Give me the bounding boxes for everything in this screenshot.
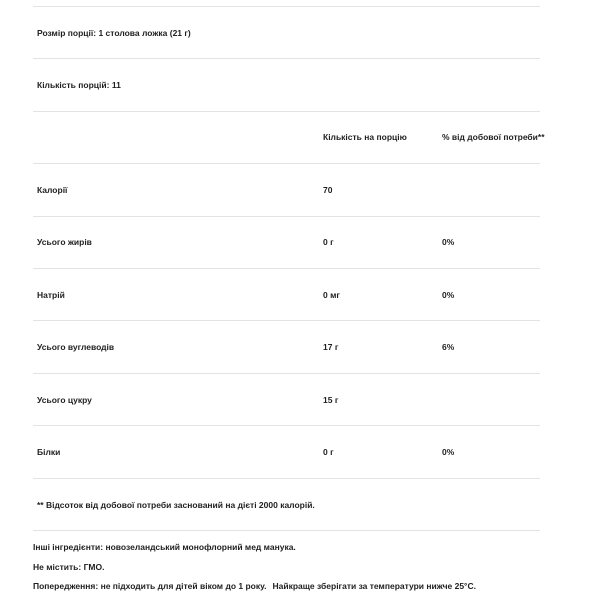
warnings-value: не підходить для дітей віком до 1 року. [100,581,267,591]
divider [33,530,540,531]
divider [33,268,540,269]
divider [33,6,540,7]
divider [33,478,540,479]
nutrient-amount: 70 [323,185,333,195]
serving-count [37,79,121,91]
storage-note: Найкраще зберігати за температури нижче 25°C. [272,581,476,591]
amount-column-header: Кількість на порцію [323,132,407,142]
warnings [33,580,476,592]
ingredients-value: новозеландський монофлорний мед манука. [105,542,296,552]
nutrient-amount: 0 мг [323,290,340,300]
nutrient-name: Білки [37,447,61,457]
other-ingredients [33,541,296,553]
ingredients-label: Інші інгредієнти: [33,542,104,552]
divider [33,216,540,217]
serving-size-label: Розмір порції: [37,28,97,38]
nutrient-percent: 0% [442,447,455,457]
nutrient-name: Натрій [37,290,65,300]
divider [33,373,540,374]
serving-count-label: Кількість порцій: [37,80,110,90]
nutrient-amount: 0 г [323,447,334,457]
warnings-label: Попередження: [33,581,99,591]
divider [33,58,540,59]
nutrient-name: Усього цукру [37,395,92,405]
nutrient-name: Усього вуглеводів [37,342,115,352]
divider [33,111,540,112]
nutrient-name: Усього жирів [37,237,92,247]
nutrient-percent: 6% [442,342,455,352]
nutrient-name: Калорії [37,185,68,195]
nutrient-percent: 0% [442,237,455,247]
divider [33,163,540,164]
divider [33,425,540,426]
nutrient-amount: 15 г [323,395,339,405]
free-of [33,561,104,573]
free-of-value: ГМО. [83,562,105,572]
percent-column-header: % від добової потреби** [442,132,545,142]
daily-value-footnote: ** Відсоток від добової потреби заснований на дієті 2000 калорій. [37,500,315,510]
serving-count-value: 11 [111,80,121,90]
divider [33,320,540,321]
nutrient-amount: 17 г [323,342,339,352]
serving-size [37,27,191,39]
free-of-label: Не містить: [33,562,82,572]
nutrient-percent: 0% [442,290,455,300]
nutrient-amount: 0 г [323,237,334,247]
serving-size-value: 1 столова ложка (21 г) [98,28,191,38]
